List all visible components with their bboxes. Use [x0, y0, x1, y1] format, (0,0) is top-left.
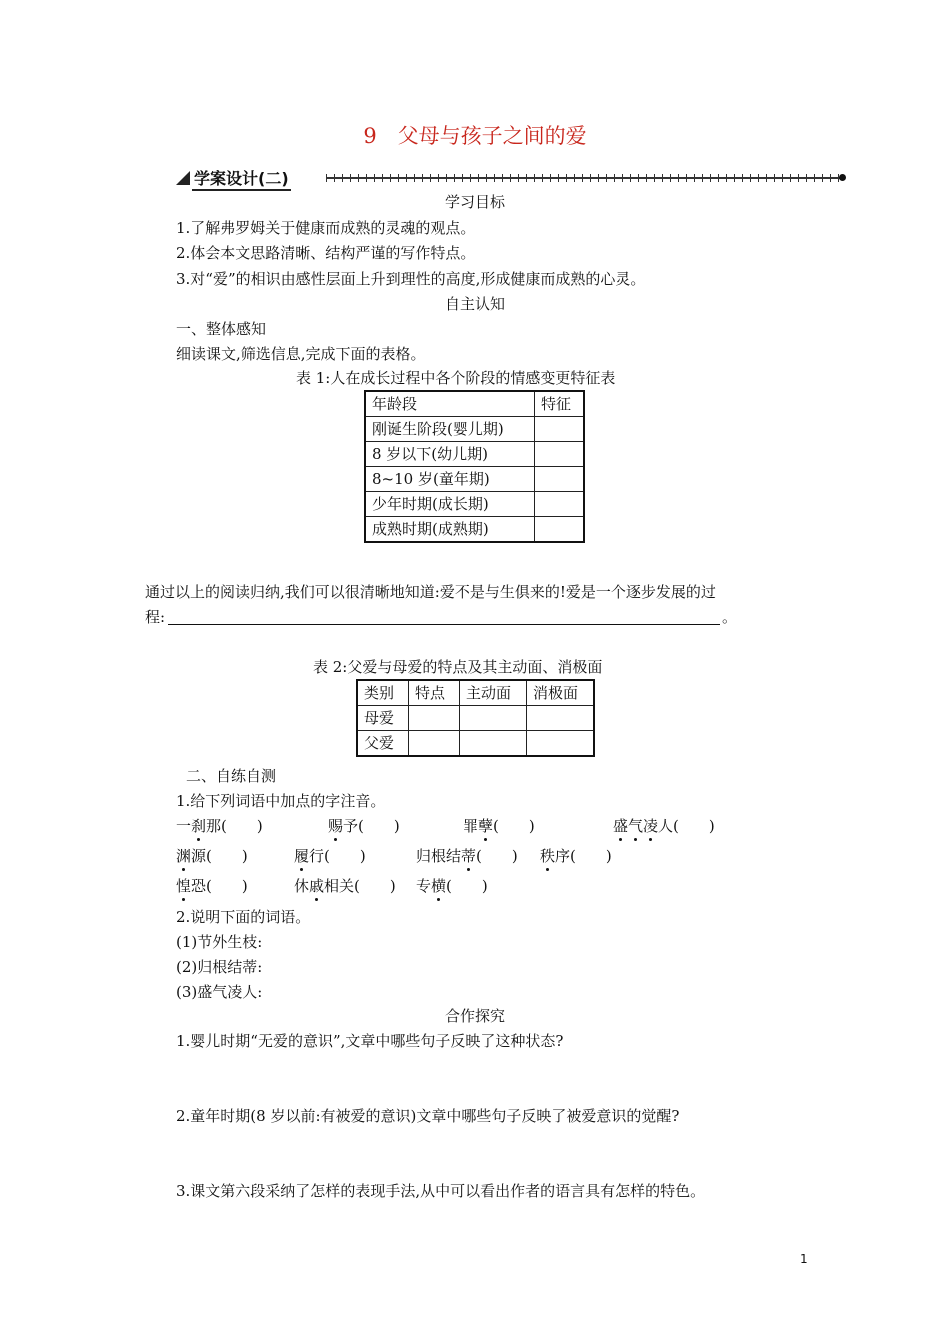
answer-cell[interactable]	[409, 706, 460, 731]
table1-caption: 表 1:人在成长过程中各个阶段的情感变更特征表	[296, 369, 616, 387]
feature-cell[interactable]	[535, 467, 585, 492]
stage-cell: 刚诞生阶段(婴儿期)	[365, 417, 535, 442]
pinyin-item: 罪孽( )	[463, 817, 535, 835]
feature-cell[interactable]	[535, 517, 585, 543]
page-number: 1	[800, 1252, 808, 1266]
pinyin-item: 惶恐( )	[176, 877, 248, 895]
table-row	[357, 706, 594, 731]
category-cell: 母爱	[357, 706, 409, 731]
explore-heading: 合作探究	[444, 1007, 505, 1025]
love-table	[356, 679, 595, 757]
answer-cell[interactable]	[409, 731, 460, 757]
table-row	[357, 731, 594, 757]
table-header: 主动面	[460, 680, 527, 706]
table-row	[365, 492, 584, 517]
table-header: 特征	[535, 391, 585, 417]
goal-item: 2.体会本文思路清晰、结构严谨的写作特点。	[176, 244, 476, 262]
table-header-row	[365, 391, 584, 417]
stage-cell: 少年时期(成长期)	[365, 492, 535, 517]
stage-cell: 8~10 岁(童年期)	[365, 467, 535, 492]
question-1: 1.给下列词语中加点的字注音。	[176, 792, 386, 810]
stage-cell: 8 岁以下(幼儿期)	[365, 442, 535, 467]
answer-cell[interactable]	[460, 731, 527, 757]
pinyin-item: 盛气凌人( )	[613, 817, 715, 835]
pinyin-item: 一刹那( )	[176, 817, 263, 835]
stage-table	[364, 390, 585, 543]
pinyin-item: 休戚相关( )	[294, 877, 396, 895]
feature-cell[interactable]	[535, 492, 585, 517]
category-cell: 父爱	[357, 731, 409, 757]
explore-question: 1.婴儿时期“无爱的意识”,文章中哪些句子反映了这种状态?	[176, 1032, 564, 1050]
table-row	[365, 467, 584, 492]
banner-label: 学案设计(二)	[192, 166, 291, 191]
table-header: 类别	[357, 680, 409, 706]
table-row	[365, 442, 584, 467]
table-header: 消极面	[527, 680, 595, 706]
word-item: (1)节外生枝:	[176, 933, 263, 951]
pinyin-item: 赐予( )	[328, 817, 400, 835]
feature-cell[interactable]	[535, 442, 585, 467]
pinyin-item: 专横( )	[416, 877, 488, 895]
part2-heading: 二、自练自测	[186, 767, 277, 785]
pinyin-item: 归根结蒂( )	[416, 847, 518, 865]
table-header: 特点	[409, 680, 460, 706]
table-header-row	[357, 680, 594, 706]
table-row	[365, 417, 584, 442]
goal-item: 1.了解弗罗姆关于健康而成熟的灵魂的观点。	[176, 219, 476, 237]
section-banner	[176, 167, 846, 189]
stage-cell: 成熟时期(成熟期)	[365, 517, 535, 543]
goals-heading: 学习目标	[444, 193, 505, 211]
summary-prefix: 程:	[145, 608, 166, 626]
summary-text: 通过以上的阅读归纳,我们可以很清晰地知道:爱不是与生俱来的!爱是一个逐步发展的过	[145, 583, 716, 601]
table-row	[365, 517, 584, 543]
explore-question: 2.童年时期(8 岁以前:有被爱的意识)文章中哪些句子反映了被爱意识的觉醒?	[176, 1107, 680, 1125]
part1-heading: 一、整体感知	[176, 320, 267, 338]
instruction: 细读课文,筛选信息,完成下面的表格。	[176, 345, 426, 363]
word-item: (2)归根结蒂:	[176, 958, 263, 976]
feature-cell[interactable]	[535, 417, 585, 442]
answer-cell[interactable]	[460, 706, 527, 731]
answer-line[interactable]	[168, 624, 720, 625]
pinyin-item: 渊源( )	[176, 847, 248, 865]
pinyin-item: 履行( )	[294, 847, 366, 865]
page-title: 9 父母与孩子之间的爱	[363, 124, 587, 148]
summary-end: 。	[722, 608, 738, 626]
triangle-icon	[176, 171, 190, 185]
table-header: 年龄段	[365, 391, 535, 417]
self-heading: 自主认知	[444, 295, 505, 313]
banner-end-dot	[839, 174, 846, 181]
answer-cell[interactable]	[527, 731, 595, 757]
answer-cell[interactable]	[527, 706, 595, 731]
goal-item: 3.对“爱”的相识由感性层面上升到理性的高度,形成健康而成熟的心灵。	[176, 270, 646, 288]
word-item: (3)盛气凌人:	[176, 983, 263, 1001]
question-2: 2.说明下面的词语。	[176, 908, 311, 926]
explore-question: 3.课文第六段采纳了怎样的表现手法,从中可以看出作者的语言具有怎样的特色。	[176, 1182, 706, 1200]
table2-caption: 表 2:父爱与母爱的特点及其主动面、消极面	[313, 658, 603, 676]
pinyin-item: 秩序( )	[540, 847, 612, 865]
